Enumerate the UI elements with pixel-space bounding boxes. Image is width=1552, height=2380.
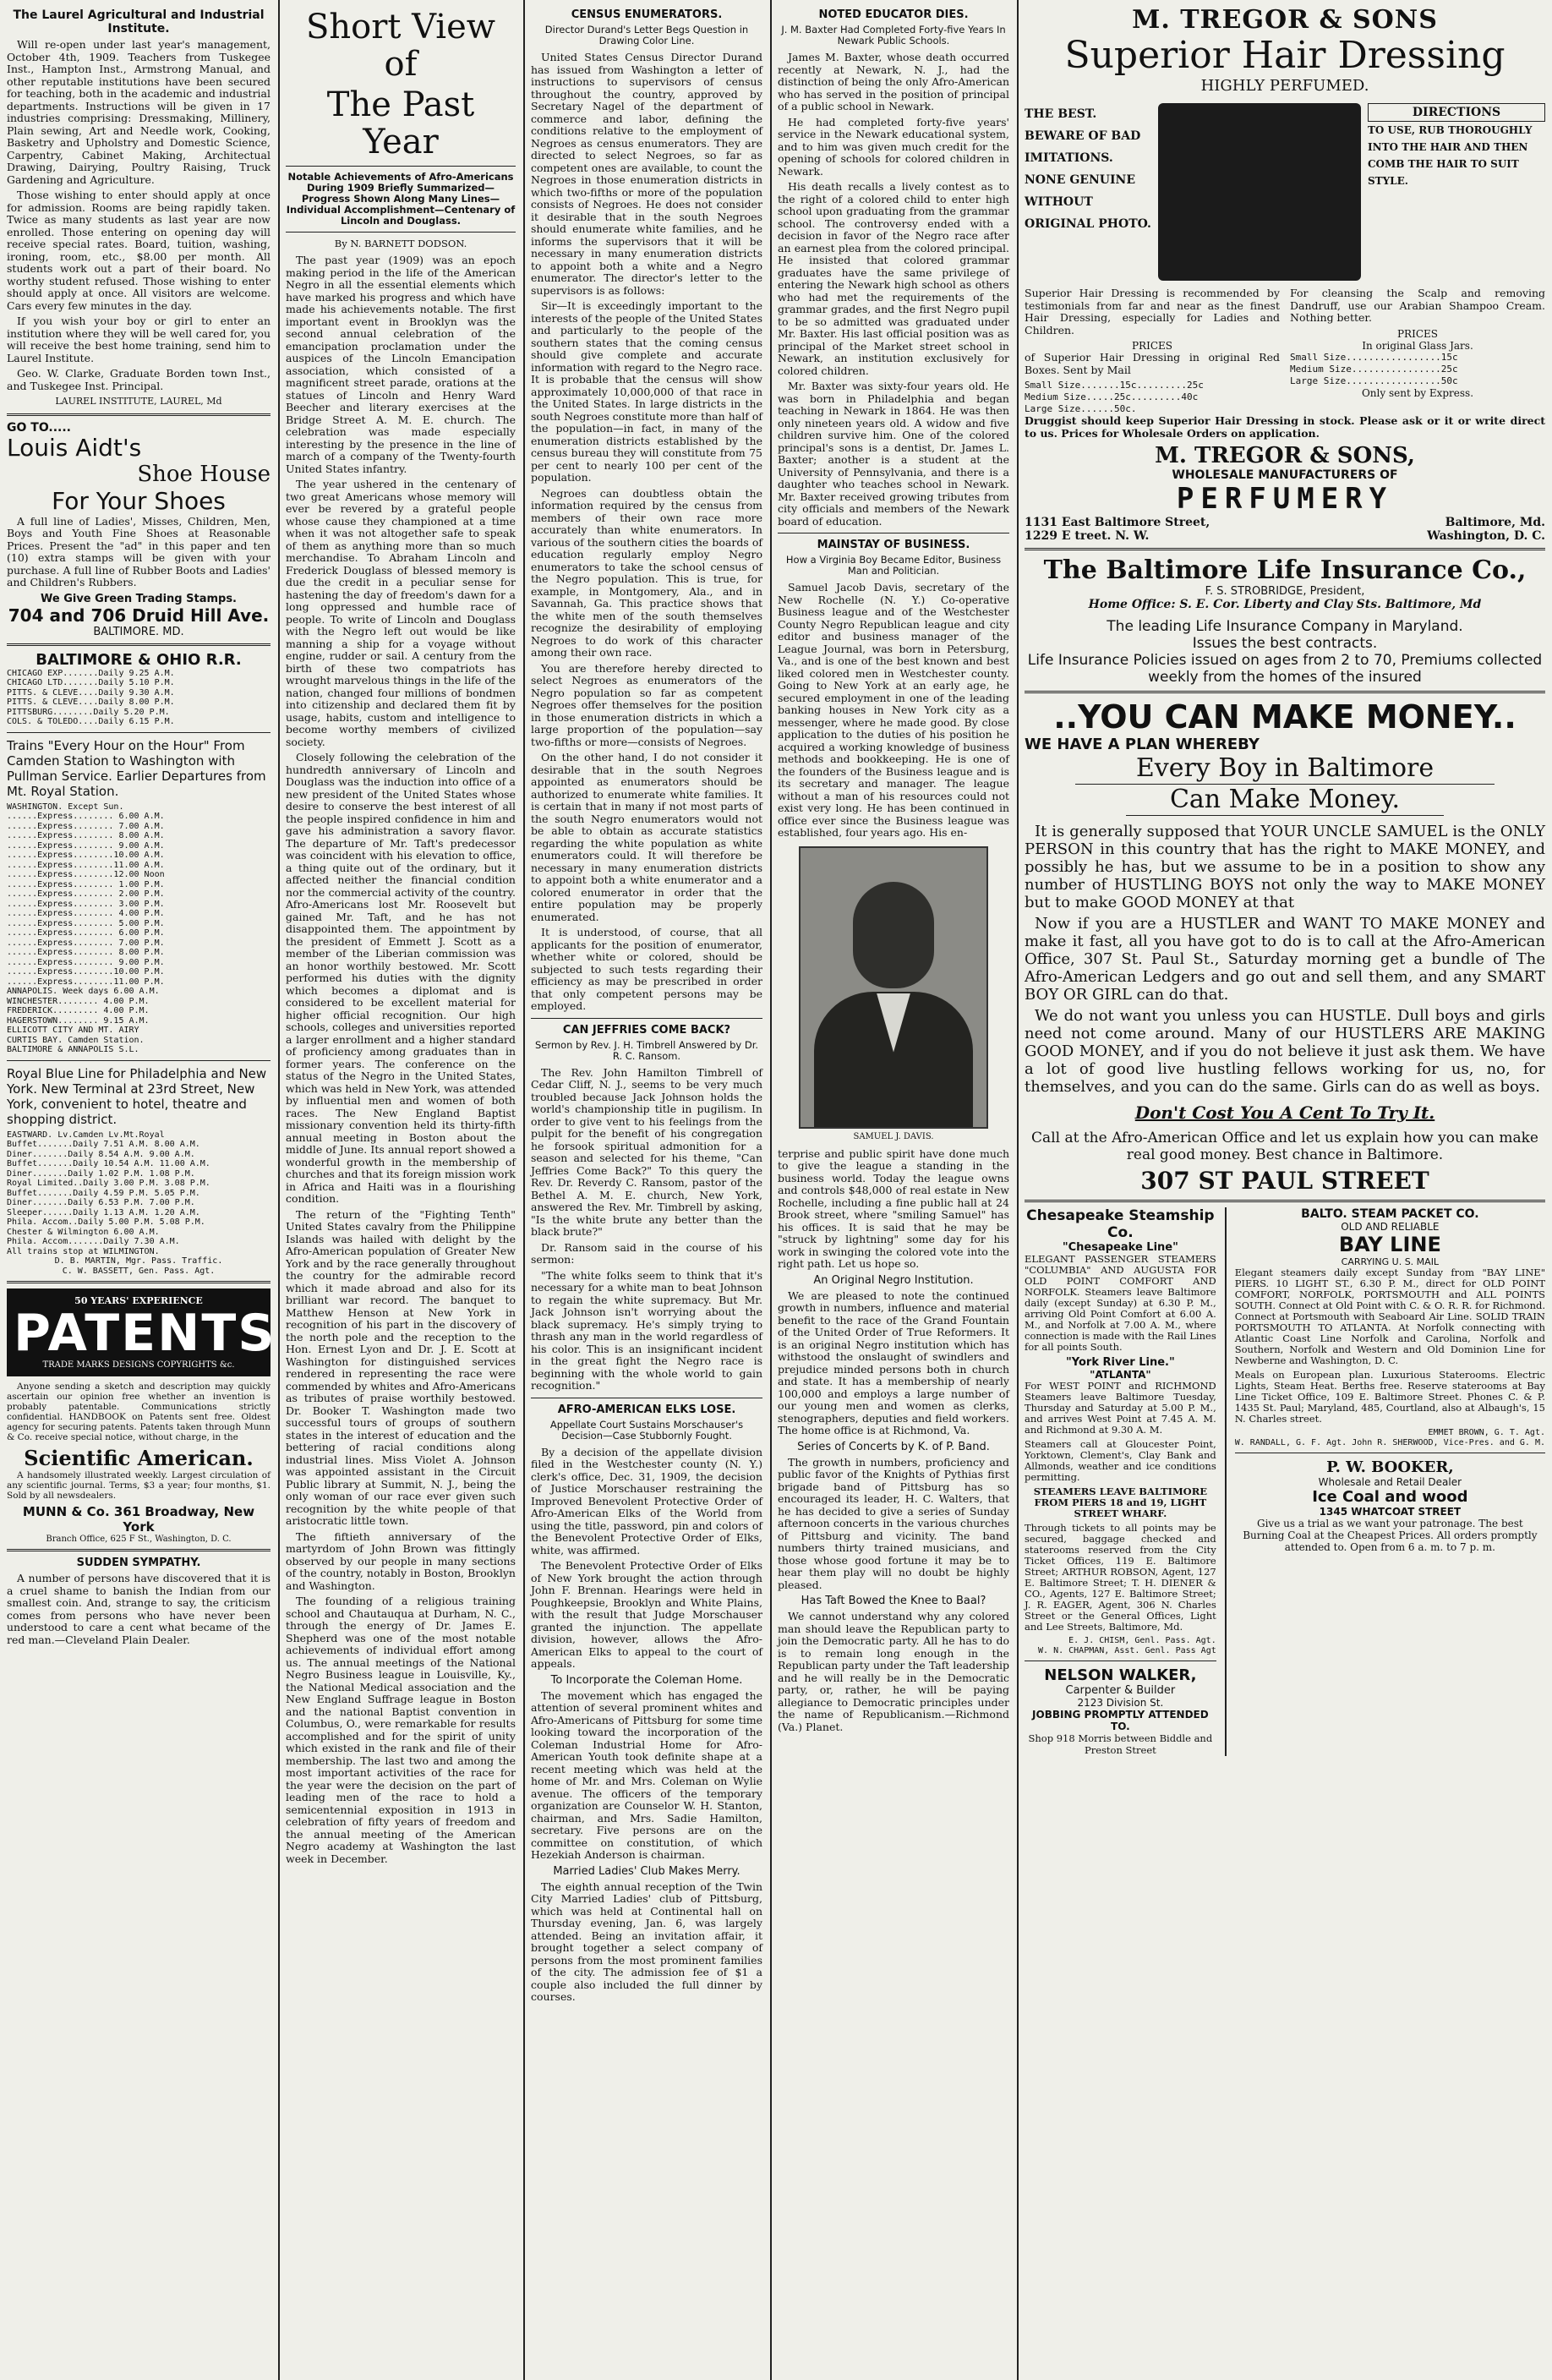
- goto-label: GO TO.....: [7, 420, 72, 435]
- tregor-best: THE BEST.: [1025, 107, 1097, 121]
- paragraph: We are pleased to note the continued growth in numbers, influence and material benefit to the race of the Grand Fountain of the United Order of True Reformers. It is an original Negro institution which has withstood the onslaught of swindlers and prejudice minded persons both in church and state. It has a membership of nearly 100,000 and employs a large number of our young men and women as clerks, stenographers, deputies and field workers. The home office is at Richmond, Va.: [778, 1288, 1009, 1436]
- aidt-stamps: We Give Green Trading Stamps.: [40, 592, 237, 605]
- tregor-address-row-1: [1025, 516, 1545, 529]
- column-3: [524, 0, 769, 2380]
- paragraph: By a decision of the appellate division filed in the Westchester county (N. Y.) clerk's office, Dec. 31, 1909, the decision of Justice Morschauser restraining the Improved Benevolent Protective Order of Afro-American Elks of the World from using the title, password, pin and colors of the Benevolent Protective Order of Elks, white, was affirmed.: [531, 1445, 762, 1557]
- nelson-name: NELSON WALKER,: [1044, 1666, 1197, 1684]
- booker-address: 1345 WHATCOAT STREET: [1319, 1506, 1462, 1518]
- divider: [7, 413, 271, 416]
- balto-old: OLD AND RELIABLE: [1341, 1221, 1440, 1233]
- money-text-3: We do not want you unless you can HUSTLE. Dull boys and girls need not come around. Many of our HUSTLERS ARE MAKING GOOD MONEY, and if you do not believe it just ask them. We have a lot of good live hustling fellows working for us, no, for themselves, and you can do the same. Girls can do as well as boys.: [1025, 1007, 1545, 1096]
- paragraph: Closely following the celebration of the hundredth anniversary of Lincoln and Douglass was the induction into office of a new president of the United States whose desire to conserve the best interest of all the people inspired confidence in him and gave his administration a savory flavor. The departure of Mr. Taft's predecessor was coincident with his elevation to office, a thing quite out of the ordinary, but it affected neither the financial condition nor the commercial activity of the country. Afro-Americans lost Mr. Roosevelt but gained Mr. Taft, and he has not disappointed them. The appointment by the president of Emmett J. Scott as a member of the Liberian commission was an honor worthily bestowed. Mr. Scott performed his duties with the dignity which becomes a diplomat and is considered to be excellent material for higher official recognition. Our high schools, colleges and universities reported a larger enrollment and a higher standard of proficiency among graduates than in former years. The conference on the status of the Negro in the United States, which was held in New York, was attended by influential men and women of both races. The New England Baptist missionary convention held its thirty-fifth annual meeting in Boston about the middle of June. Its annual report showed a wonderful growth in the membership of churches and that its foreign mission work in Africa and Haiti was in a flourishing condition.: [286, 751, 516, 1205]
- money-address: 307 ST PAUL STREET: [1140, 1167, 1429, 1195]
- patents-years: 50 YEARS' EXPERIENCE: [74, 1295, 203, 1306]
- paragraph: He had completed forty-five years' service in the Newark educational system, and to him was given much credit for the opening of schools for colored children in Newark.: [778, 115, 1009, 178]
- money-every-boy: Every Boy in Baltimore: [1075, 753, 1495, 785]
- money-can-make: Can Make Money.: [1126, 785, 1444, 816]
- tregor-address-2: 1229 E treet. N. W.: [1025, 529, 1150, 543]
- life-issues: Issues the best contracts.: [1192, 635, 1378, 652]
- chesapeake-title: Chesapeake Steamship Co.: [1026, 1207, 1215, 1241]
- patents-marks: TRADE MARKS DESIGNS COPYRIGHTS &c.: [42, 1360, 235, 1370]
- life-title: The Baltimore Life Insurance Co.,: [1043, 555, 1527, 585]
- chesapeake-text-5: Through tickets to all points may be secured, baggage checked and staterooms reserved from the City Ticket Offices, 119 E. Baltimore Street; ARTHUR ROBSON, Agent, 127 E. Baltimore Street; T. H. DIENER & CO., Agents, 127 E. Baltimore Street; J. R. EAGER, Agent, 306 N. Charles Street or the General Offices, Light and Lee Streets, Baltimore, Md.: [1025, 1522, 1216, 1633]
- tregor-name-2: M. TREGOR & SONS,: [1155, 443, 1415, 468]
- paragraph: The return of the "Fighting Tenth" United States cavalry from the Philippine Islands was hailed with delight by the Afro-American population of Greater New York and by the race generally throughout the country for the admirable record which it made abroad and also for its brilliant war record. The banquet to Matthew Henson at New York in recognition of his part in the discovery of the north pole and the reception to the Hon. Ernest Lyon and Dr. J. E. Scott at Washington for distinguished services rendered in representing the race were commended by whites and Afro-Americans as tributes of praise worthily bestowed. Dr. Booker T. Washington made two successful tours of groups of southern states in the interest of education and the bettering of racial conditions along industrial lines. Miss Violet A. Johnson was appointed assistant in the Circuit Public library at Summit, N. J., being the only woman of our race ever given such recognition by the white people of that aristocratic little town.: [286, 1207, 516, 1527]
- census-title: CENSUS ENUMERATORS.: [571, 8, 723, 21]
- coleman-title: To Incorporate the Coleman Home.: [550, 1673, 743, 1687]
- money-text-2: Now if you are a HUSTLER and WANT TO MAKE MONEY and make it fast, all you have got to do is to call at the Afro-American Office, 307 St. Paul St., Saturday morning get a bundle of The Afro-American Ledgers and go out and sell them, and any SMART BOY OR GIRL can do that.: [1025, 915, 1545, 1004]
- balto-text-2: Meals on European plan. Luxurious Staterooms. Electric Lights, Steam Heat. Berths free. Reserve staterooms at Bay Line Ticket Office, 109 E. Baltimore Street. Phones C. & P. 1435 St. Paul; Maryland, 485, Courtland, also at Albaugh's, 15 N. Charles street.: [1234, 1369, 1545, 1425]
- bo-schedule: CHICAGO EXP.......Daily 9.25 A.M. CHICAGO LTD.......Daily 5.10 P.M. PITTS. & CLEVE....Daily 9.30 A.M. PITTS. & CLEVE....Daily 8.00 P.M. PITTSBURG........Daily 5.20 P.M. COLS. & TOLEDO....Daily 6.15 P.M.: [7, 668, 175, 726]
- royal-schedule: EASTWARD. Lv.Camden Lv.Mt.Royal Buffet.......Daily 7.51 A.M. 8.00 A.M. Diner.......Daily 8.54 A.M. 9.00 A.M. Buffet.......Daily 10.54 A.M. 11.00 A.M. Diner.......Daily 1.02 P.M. 1.08 P.M. Royal Limited..Daily 3.00 P.M. 3.08 P.M. Buffet.......Daily 4.59 P.M. 5.05 P.M. Diner.......Daily 6.53 P.M. 7.00 P.M. Sleeper......Daily 1.13 A.M. 1.20 A.M. Phila. Accom..Daily 5.00 P.M. 5.08 P.M. Chester & Wilmington 6.00 A.M. Phila. Accom.......Daily 7.30 A.M. All trains stop at WILMINGTON.: [7, 1130, 210, 1256]
- paragraph: "The white folks seem to think that it's necessary for a white man to beat Johnson to regain the white supremacy. But Mr. Jack Johnson isn't worrying about the black supremacy. He's simply trying to thrash any man in the world regardless of his color. This is an insignificant incident in the great fight the Negro race is beginning with the whole world to gain recognition.": [531, 1268, 762, 1392]
- column-5-ads: [1018, 0, 1552, 2380]
- tregor-prices-label: PRICES: [1131, 340, 1172, 352]
- divider: [7, 1281, 271, 1283]
- balto-text: Elegant steamers daily except Sunday from "BAY LINE" PIERS. 10 LIGHT ST., 6.30 P. M., direct for OLD POINT COMFORT, NORFOLK, PORTSMOUTH and ALL POINTS SOUTH. Connect at Old Point with C. & O. R. R. for Richmond. Connect at Portsmouth with Seaboard Air Line. SOLID TRAIN PORTSMOUTH TO ATLANTA. At Norfolk connecting with Atlantic Coast Line Norfolk and Carolina, Norfolk and Southern, Norfolk and Western and Old Dominion Line for Newberne and Washington, D. C.: [1234, 1267, 1545, 1366]
- tregor-beware: BEWARE OF BAD IMITATIONS.: [1025, 129, 1141, 165]
- paragraph: The Rev. John Hamilton Timbrell of Cedar Cliff, N. J., seems to be very much troubled because Jack Johnson holds the world's championship title in pugilism. In order to give vent to his feelings from the pulpit for the benefit of his congregation he forsook spiritual admonition for a season and selected for his theme, "Can Jeffries Come Back?" To this query the Rev. Dr. Reverdy C. Ransom, pastor of the Bethel A. M. E. church, New York, answered the Rev. Mr. Timbrell by asking, "Is the white brute any better than the black brute?": [531, 1065, 762, 1238]
- article-title-line-1: Short View of: [305, 8, 496, 84]
- paragraph: You are therefore hereby directed to select Negroes as enumerators of the Negro population so far as competent Negroes offer themselves for the position in those enumeration districts in which a large proportion of the population—say two-fifths or more—consists of Negroes.: [531, 661, 762, 748]
- patents-ad: [7, 1288, 276, 1376]
- paragraph: Sir—It is exceedingly important to the interests of the people of the United States and particularly to the people of the southern states that the coming census should give complete and accurate information with regard to the Negro race. It is probable that the census will show approximately 10,000,000 of that race in the United States. In large districts in the south Negroes constitute more than half of the population—in fact, in many of the enumeration districts established by the census bureau they will constitute from 75 per cent to nearly 100 per cent of the population.: [531, 299, 762, 484]
- tregor-address-row-2: [1025, 529, 1545, 543]
- divider: [286, 166, 516, 167]
- paragraph: The movement which has engaged the attention of several prominent whites and Afro-Americans of Pittsburg for some time looking toward the incorporation of the Coleman Industrial Home for Afro-American Youth took definite shape at a recent meeting which was held at the home of Mr. and Mrs. Coleman on Wylie avenue. The officers of the temporary organization are Counselor W. H. Stanton, chairman, and Mrs. Sadie Hamilton, secretary. Five persons are on the committee on constitution, of which Hezekiah Anderson is chairman.: [531, 1688, 762, 1861]
- tregor-left-text-2: of Superior Hair Dressing in original Red Boxes. Sent by Mail: [1025, 351, 1280, 376]
- money-title: ..YOU CAN MAKE MONEY..: [1053, 698, 1516, 736]
- tregor-subtitle: HIGHLY PERFUMED.: [1200, 77, 1369, 95]
- laurel-signature: Geo. W. Clarke, Graduate Borden town Inst., and Tuskegee Inst. Principal.: [7, 367, 271, 392]
- tregor-right-text: For cleansing the Scalp and removing Dandruff, use our Arabian Shampoo Cream. Nothing better.: [1290, 287, 1545, 324]
- chesapeake-line: "Chesapeake Line": [1062, 1241, 1178, 1254]
- scientific-text: A handsomely illustrated weekly. Largest circulation of any scientific journal. Terms, $3 a year; four months, $1. Sold by all newsdealers.: [7, 1470, 271, 1501]
- chesapeake-text-2: For WEST POINT and RICHMOND Steamers leave Baltimore Tuesday, Thursday and Saturday at 5.00 P. M., and arrives West Point at 7.45 A. M. and Richmond at 9.30 A. M.: [1025, 1380, 1216, 1436]
- chesapeake-signature: E. J. CHISM, Genl. Pass. Agt. W. N. CHAPMAN, Asst. Genl. Pass Agt: [1038, 1636, 1216, 1655]
- divider: [7, 1060, 271, 1061]
- portrait-head: [853, 882, 934, 988]
- chesapeake-text-3: Steamers call at Gloucester Point, Yorktown, Clement's, Clay Bank and Allmonds, weather and ice conditions permitting.: [1025, 1438, 1216, 1483]
- money-text-1: It is generally supposed that YOUR UNCLE SAMUEL is the ONLY PERSON in this country that has the right to MAKE MONEY, and possibly he has, but we assume to be in a position to show any number of HUSTLING BOYS not only the way to MAKE MONEY but to make GOOD MONEY at that: [1025, 823, 1545, 911]
- educator-title: NOTED EDUCATOR DIES.: [818, 8, 969, 21]
- laurel-footer: LAUREL INSTITUTE, LAUREL, Md: [55, 396, 222, 407]
- paragraph: The founding of a religious training school and Chautauqua at Durham, N. C., through the energy of Dr. James E. Shepherd was one of the most notable achievements of individual effort among us. The annual meetings of the National Negro Business league in Louisville, Ky., the National Medical association and the New England Suffrage league in Boston and the national Baptist convention in Columbus, O., were remarkable for results accomplished and for the spirit of unity which existed in the rank and file of their membership. The last two and among the most important activities of the race for the year were the decision on the part of leading men of the race to hold a semicentennial exposition in 1913 in celebration of fifty years of freedom and the annual meeting of the American Negro academy at Washington the last week in December.: [286, 1595, 516, 1865]
- bay-line-ad: [1235, 1207, 1545, 1756]
- life-leading: The leading Life Insurance Company in Maryland.: [1107, 618, 1463, 635]
- census-subhead: Director Durand's Letter Begs Question in Drawing Color Line.: [544, 24, 749, 47]
- mainstay-title: MAINSTAY OF BUSINESS.: [817, 539, 970, 551]
- married-title: Married Ladies' Club Makes Merry.: [553, 1864, 740, 1878]
- divider: [1025, 691, 1545, 693]
- booker-trade: Wholesale and Retail Dealer: [1318, 1476, 1462, 1488]
- educator-subhead: J. M. Baxter Had Completed Forty-five Years In Newark Public Schools.: [781, 24, 1006, 47]
- paragraph: The eighth annual reception of the Twin City Married Ladies' club of Pittsburg, which was held at Continental hall on Thursday evening, Jan. 6, was largely attended. Being an invitation affair, it brought together a select company of persons from the most prominent families of the city. The admission fee of $1 a couple also included the full dinner by courses.: [531, 1879, 762, 2003]
- paragraph: The growth in numbers, proficiency and public favor of the Knights of Pythias first brigade band of Pittsburg has so encouraged its leader, H. C. Walters, that he has decided to give a series of Sunday afternoon concerts in the various churches of Pittsburg and vicinity. The band numbers thirty trained musicians, and those whose good fortune it may be to hear them play will no doubt be highly pleased.: [778, 1455, 1009, 1591]
- divider: [7, 643, 271, 646]
- money-cost: Don't Cost You A Cent To Try It.: [1134, 1102, 1435, 1123]
- tregor-druggist: Druggist should keep Superior Hair Dressing in stock. Please ask or it or write direct to us. Prices for Wholesale Orders on application.: [1025, 414, 1545, 440]
- tregor-sizes: Small Size.......15c.........25c Medium Size.....25c.........40c Large Size......50c.: [1025, 380, 1204, 414]
- photo-caption: SAMUEL J. DAVIS.: [853, 1131, 934, 1141]
- tregor-express: Only sent by Express.: [1361, 386, 1474, 399]
- paragraph: The Benevolent Protective Order of Elks of New York brought the action through John F. Brennan. Hearings were held in Poughkeepsie, Brooklyn and White Plains, with the result that Judge Morschauser granted the injunction. The appellate division, however, allows the Afro-American Elks to appeal to the court of appeals.: [531, 1559, 762, 1670]
- scientific-american: Scientific American.: [24, 1446, 254, 1470]
- royal-blue-text: Royal Blue Line for Philadelphia and New York. New Terminal at 23rd Street, New York, convenient to hotel, theatre and shopping district.: [7, 1065, 267, 1127]
- divider: [286, 232, 516, 233]
- nelson-trade: Carpenter & Builder: [1065, 1684, 1176, 1697]
- chesapeake-text-1: ELEGANT PASSENGER STEAMERS "COLUMBIA" AND AUGUSTA FOR OLD POINT COMFORT AND NORFOLK. Steamers leave Baltimore daily (except Sunday) at 6.30 P. M., arriving Old Point Comfort at 6.00 A. M., and Norfolk at 7.00 A. M., where connection is made with the Rail Lines for all points South.: [1025, 1253, 1216, 1353]
- balto-mail: CARRYING U. S. MAIL: [1341, 1256, 1440, 1267]
- paragraph: It is understood, of course, that all applicants for the position of enumerator, whether white or colored, should be subjected to such tests regarding their efficiency as may be prescribed in order that only competent persons may be employed.: [531, 926, 762, 1012]
- divider: [1025, 1200, 1545, 1202]
- paragraph: terprise and public spirit have done much to give the league a standing in the business world. Today the league owns and controls $48,000 of real estate in New Rochelle, including a fine public hall at 24 Brook street, where "smiling Samuel" has his offices. It is said that he may be "struck by lightning" some day for his work in swinging the colored vote into the right path. Let us hope so.: [778, 1146, 1009, 1270]
- ad-rule: [1225, 1207, 1227, 1756]
- nelson-shop: Shop 918 Morris between Biddle and Preston Street: [1028, 1732, 1213, 1756]
- money-plan: WE HAVE A PLAN WHEREBY: [1025, 736, 1260, 753]
- tregor-directions-text: TO USE, RUB THOROUGHLY INTO THE HAIR AND THEN COMB THE HAIR TO SUIT STYLE.: [1368, 124, 1533, 187]
- paragraph: United States Census Director Durand has issued from Washington a letter of instructions to supervisors of census throughout the country, approved by Secretary Nagel of the department of commerce and labor, defining the conditions relative to the employment of Negroes as census enumerators. They are directed to select Negroes, so far as competent ones are available, to count the Negroes in those enumeration districts in which two-fifths or more of the population consists of Negroes. He does not consider it desirable that in the south Negroes should enumerate white families, and he informs the supervisors that it will be necessary in many enumeration districts to appoint both a white and a Negro enumerator. The director's letter to the supervisors is as follows:: [531, 51, 762, 297]
- paragraph: The year ushered in the centenary of two great Americans whose memory will ever be revered by a grateful people whose cause they championed at a time when it was not altogether safe to speak of them as anything more than so much merchandise. To Abraham Lincoln and Frederick Douglass of blessed memory is due the credit in a peculiar sense for hastening the day of freedom's dawn for a long oppressed and humble race of people. To write of Lincoln and Douglass with the Negro left out would be like manning a ship for a voyage without engine, rudder or sail. A century from the birth of these two compatriots has wrought marvelous things in the life of the nation, changed four millions of bondmen into citizenship and declared them fit by usage, habits, custom and intelligence to become worthy members of civilized society.: [286, 478, 516, 748]
- mainstay-subhead: How a Virginia Boy Became Editor, Business Man and Politician.: [785, 554, 1002, 577]
- tregor-left-text: Superior Hair Dressing is recommended by testimonials from far and near as the finest Hair Dressing, especially for Ladies and Children.: [1025, 287, 1280, 336]
- column-4: [771, 0, 1016, 2380]
- life-policies: Life Insurance Policies issued on ages from 2 to 70, Premiums collected weekly from the homes of the insured: [1027, 652, 1543, 686]
- nelson-address: 2123 Division St.: [1077, 1697, 1164, 1709]
- chesapeake-text-4: STEAMERS LEAVE BALTIMORE FROM PIERS 18 and 19, LIGHT STREET WHARF.: [1033, 1485, 1208, 1519]
- trains-text: Trains "Every Hour on the Hour" From Camden Station to Washington with Pullman Service. Earlier Departures from Mt. Royal Station.: [7, 737, 266, 799]
- bo-signature: D. B. MARTIN, Mgr. Pass. Traffic. C. W. BASSETT, Gen. Pass. Agt.: [54, 1256, 223, 1276]
- taft-title: Has Taft Bowed the Knee to Baal?: [801, 1595, 986, 1607]
- paragraph: Dr. Ransom said in the course of his sermon:: [531, 1240, 762, 1266]
- booker-name: P. W. BOOKER,: [1326, 1458, 1454, 1476]
- tregor-product-row: [1025, 103, 1545, 281]
- paragraph: James M. Baxter, whose death occurred recently at Newark, N. J., had the distinction of being the only Afro-American who has served in the position of principal of a public school in Newark.: [778, 51, 1009, 112]
- tregor-none: NONE GENUINE WITHOUT ORIGINAL PHOTO.: [1025, 173, 1151, 231]
- elks-subhead: Appellate Court Sustains Morschauser's Decision—Case Stubbornly Fought.: [549, 1418, 744, 1442]
- jeffries-subhead: Sermon by Rev. J. H. Timbrell Answered by Dr. R. C. Ransom.: [534, 1038, 759, 1062]
- chesapeake-ad: [1025, 1207, 1216, 1756]
- laurel-text-3: If you wish your boy or girl to enter an institution where they will be well cared for, you will receive the best home training, send him to Laurel Institute.: [7, 315, 271, 364]
- tregor-prices-row: [1025, 287, 1545, 415]
- tregor-address-1: 1131 East Baltimore Street,: [1025, 516, 1210, 529]
- tregor-prices-label-2: PRICES: [1396, 327, 1438, 340]
- paragraph: The fiftieth anniversary of the martyrdom of John Brown was fittingly observed by our people in many sections of the country, notably in Boston, Brooklyn and Washington.: [286, 1529, 516, 1592]
- life-office: Home Office: S. E. Cor. Liberty and Clay Sts. Baltimore, Md: [1088, 598, 1482, 611]
- booker-ice: Ice Coal and wood: [1312, 1488, 1468, 1506]
- divider: [1025, 548, 1545, 550]
- paragraph: We cannot understand why any colored man should leave the Republican party to join the Democratic party. All he has to do is to remain long enough in the Republican party under the Taft leadership and he will really be in the Democratic party, or, rather, he will be paying allegiance to Democratic principles under the name of Republicanism.—Richmond (Va.) Planet.: [778, 1610, 1009, 1733]
- divider: [7, 1549, 271, 1551]
- tregor-wholesale: WHOLESALE MANUFACTURERS OF: [1172, 468, 1398, 482]
- tregor-prices-right: [1290, 287, 1545, 415]
- hair-dressing-box-image: [1158, 103, 1361, 281]
- washington-schedule: WASHINGTON. Except Sun. ......Express........ 6.00 A.M. ......Express........ 7.00 A.M. ......Express........ 8.00 A.M. ......Express........ 9.00 A.M. ......Express........10.00 A.M. ......Express........11.00 A.M. ......Express........12.00 Noon ......Express........ 1.00 P.M. ......Express........ 2.00 P.M. ......Express........ 3.00 P.M. ......Express........ 4.00 P.M. ......Express........ 5.00 P.M. ......Express........ 6.00 P.M. ......Express........ 7.00 P.M. ......Express........ 8.00 P.M. ......Express........ 9.00 P.M. ......Express........10.00 P.M. ......Express........11.00 P.M. ANNAPOLIS. Week days 6.00 A.M. WINCHESTER........ 4.00 P.M. FREDERICK......... 4.00 P.M. HAGERSTOWN........ 9.15 A.M. ELLICOTT CITY AND MT. AIRY CURTIS BAY. Camden Station. BALTIMORE & ANNAPOLIS S.L.: [7, 802, 165, 1054]
- steamship-ads-row: [1025, 1207, 1545, 1756]
- laurel-text-2: Those wishing to enter should apply at once for admission. Rooms are being rapidly taken. Twice as many students as last year are now enrolled. Those entering on opening day will receive special rates. Board, tuition, washing, ironing, room, etc., $8.00 per month. All students work out a part of their board. No worthy student refused. Those wishing to enter should apply at once. All visitors are welcome. Cars every few minutes in the day.: [7, 189, 271, 312]
- balto-signature: EMMET BROWN, G. T. Agt. W. RANDALL, G. F. Agt. John R. SHERWOOD, Vice-Pres. and G. M.: [1234, 1428, 1545, 1447]
- tregor-city-2: Washington, D. C.: [1427, 529, 1545, 543]
- tregor-perfumery: PERFUMERY: [1176, 482, 1394, 516]
- divider: [531, 1018, 762, 1019]
- column-2: [279, 0, 522, 2380]
- life-president: F. S. STROBRIDGE, President,: [1205, 585, 1365, 598]
- sympathy-title: SUDDEN SYMPATHY.: [76, 1557, 201, 1569]
- munn-branch: Branch Office, 625 F St., Washington, D. C.: [46, 1535, 232, 1544]
- patents-text: Anyone sending a sketch and description may quickly ascertain our opinion free whether an invention is probably patentable. Communications strictly confidential. HANDBOOK on Patents sent free. Oldest agency for securing patents. Patents taken through Munn & Co. receive special notice, without charge, in the: [7, 1381, 271, 1442]
- divider: [7, 732, 271, 733]
- jeffries-title: CAN JEFFRIES COME BACK?: [562, 1023, 731, 1037]
- paragraph: Samuel Jacob Davis, secretary of the New Rochelle (N. Y.) Co-operative Business league and of the Westchester County Negro Republican league and city editor and business manager of the League Journal, was born in Petersburg, Va., and is one of the best known and best liked colored men in Westchester county. Going to New York at an early age, he secured employment in one of the leading banking houses in New York city as a messenger, where he made good. By close application to the duties of his position he acquired a working knowledge of business methods and bookkeeping. He is one of the founders of the Business league and is its secretary and manager. The league without a man of his resources could not exist very long. He has been continued in office ever since the Business league was established, four years ago. His en-: [778, 581, 1009, 839]
- bo-title: BALTIMORE & OHIO R.R.: [36, 650, 242, 669]
- aidt-name: Louis Aidt's: [7, 433, 142, 462]
- munn-address: MUNN & Co. 361 Broadway, New York: [22, 1504, 255, 1535]
- byline: By N. BARNETT DODSON.: [334, 238, 467, 249]
- tregor-prices-left: [1025, 287, 1280, 415]
- paragraph: The past year (1909) was an epoch making period in the life of the American Negro in all the essential elements which have marked his progress and which have made his achievements notable. The first important event in Brooklyn was the second annual celebration of the emancipation proclamation under the auspices of the Lincoln Emancipation association, which consisted of a magnificent street parade, orations at the statues of Lincoln and Henry Ward Beecher and literary exercises at the Bridge Street A. M. E. church. The celebration was made especially interesting by the presence in the line of march of a company of the Twenty-fourth United States infantry.: [286, 254, 516, 475]
- aidt-shoe-house: Shoe House: [137, 461, 271, 487]
- article-title-line-2: The Past Year: [326, 85, 475, 161]
- chesapeake-york: "York River Line.": [1066, 1356, 1175, 1369]
- sympathy-text: A number of persons have discovered that it is a cruel shame to banish the Indian from our smallest coin. And, strange to say, the criticism comes from persons who have never been understood to care a cent what became of the red man.—Cleveland Plain Dealer.: [7, 1572, 271, 1646]
- concert-title: Series of Concerts by K. of P. Band.: [797, 1440, 990, 1453]
- aidt-text: A full line of Ladies', Misses, Children, Men, Boys and Youth Fine Shoes at Reasonable Prices. Present the "ad" in this paper and ten (10) extra stamps will be given with your purchase. A full line of Rubber Boots and Ladies' and Children's Rubbers.: [7, 514, 271, 588]
- paragraph: On the other hand, I do not consider it desirable that in the south Negroes appointed as enumerators should be authorized to enumerate white families. It is certain that in many if not most parts of the south Negro enumerators would not be able to obtain as accurate statistics regarding the white population as white enumerators could. It will therefore be necessary in many enumeration districts to appoint both a white enumerator and a colored enumerator in order that the entire population may be properly enumerated.: [531, 751, 762, 923]
- chesapeake-atlanta: "ATLANTA": [1090, 1369, 1151, 1381]
- tregor-name: M. TREGOR & SONS: [1132, 5, 1438, 35]
- nelson-jobbing: JOBBING PROMPTLY ATTENDED TO.: [1032, 1709, 1209, 1732]
- tregor-directions: [1368, 103, 1545, 281]
- laurel-title: The Laurel Agricultural and Industrial Institute.: [13, 8, 265, 36]
- column-1: [0, 0, 277, 2380]
- balto-bay-line: BAY LINE: [1338, 1233, 1441, 1256]
- money-call: Call at the Afro-American Office and let us explain how you can make real good money. Best chance in Baltimore.: [1031, 1130, 1538, 1163]
- booker-text: Give us a trial as we want your patronage. The best Burning Coal at the Cheapest Prices. All orders promptly attended to. Open from 6 a. m. to 7 p. m.: [1243, 1518, 1538, 1553]
- tregor-directions-title: DIRECTIONS: [1368, 103, 1545, 122]
- tregor-jars: In original Glass Jars.: [1362, 339, 1473, 352]
- tregor-sizes-2: Small Size.................15c Medium Size................25c Large Size.................50c: [1290, 351, 1458, 386]
- aidt-tagline: For Your Shoes: [52, 486, 226, 515]
- aidt-city: BALTIMORE. MD.: [93, 625, 184, 638]
- paragraph: His death recalls a lively contest as to the right of a colored child to enter high school upon graduating from the grammar school. The controversy ended with a decision in favor of the Negro race after an earnest plea from the colored principal. He insisted that colored grammar graduates have the same privilege of entering the Newark high school as others who had met the requirements of the grammar grades, and the first Negro pupil to be so admitted was graduated under Mr. Baxter. His last official position was as principal of the Market street school in Newark, an institution exclusively for colored children.: [778, 180, 1009, 377]
- article-subhead: Notable Achievements of Afro-Americans During 1909 Briefly Summarized—Progress Shown Along Many Lines—Individual Accomplishment—Centenary of Lincoln and Douglass.: [286, 171, 516, 227]
- balto-title: BALTO. STEAM PACKET CO.: [1301, 1207, 1479, 1221]
- paragraph: Mr. Baxter was sixty-four years old. He was born in Philadelphia and began teaching in Newark in 1864. He was then only nineteen years old. A widow and five children survive him. One of the colored principal's sons is a dentist, Dr. James L. Baxter; another is a student at the University of Pennsylvania, and there is a daughter who teaches school in Newark. Mr. Baxter received growing tributes from city officials and members of the Newark board of education.: [778, 380, 1009, 528]
- elks-title: AFRO-AMERICAN ELKS LOSE.: [557, 1403, 736, 1416]
- tregor-left-notes: [1025, 103, 1151, 281]
- patents-title: PATENTS: [14, 1304, 276, 1363]
- tregor-title: Superior Hair Dressing: [1064, 34, 1506, 77]
- laurel-text: Will re-open under last year's management, October 4th, 1909. Teachers from Tuskegee Inst., Hampton Inst., Armstrong Manual, and other reputable institutions have been secured for teaching, both in the academic and industrial departments. Instructions will be given in 17 industries comprising: Dressmaking, Millinery, Plain sewing, Art and Needle work, Cooking, Basketry and Upholstry and Domestic Science, Carpentry, Cabinet Making, Architectual Drawing, Dairying, Poultry Raising, Truck Gardening and Agriculture.: [7, 38, 271, 186]
- paragraph: Negroes can doubtless obtain the information required by the census from members of their own race more accurately than white enumerators. In various of the southern cities the boards of education regularly employ Negro enumerators to take the school census of the Negro population. This is true, for example, in Montgomery, Ala., and in Savannah, Ga. This practice shows that the white men of the south themselves recognize the desirability of employing Negroes to do work of this character among their own race.: [531, 486, 762, 659]
- aidt-address: 704 and 706 Druid Hill Ave.: [8, 605, 270, 626]
- portrait-photo: [799, 846, 988, 1129]
- original-title: An Original Negro Institution.: [813, 1273, 974, 1287]
- tregor-city-1: Baltimore, Md.: [1445, 516, 1545, 529]
